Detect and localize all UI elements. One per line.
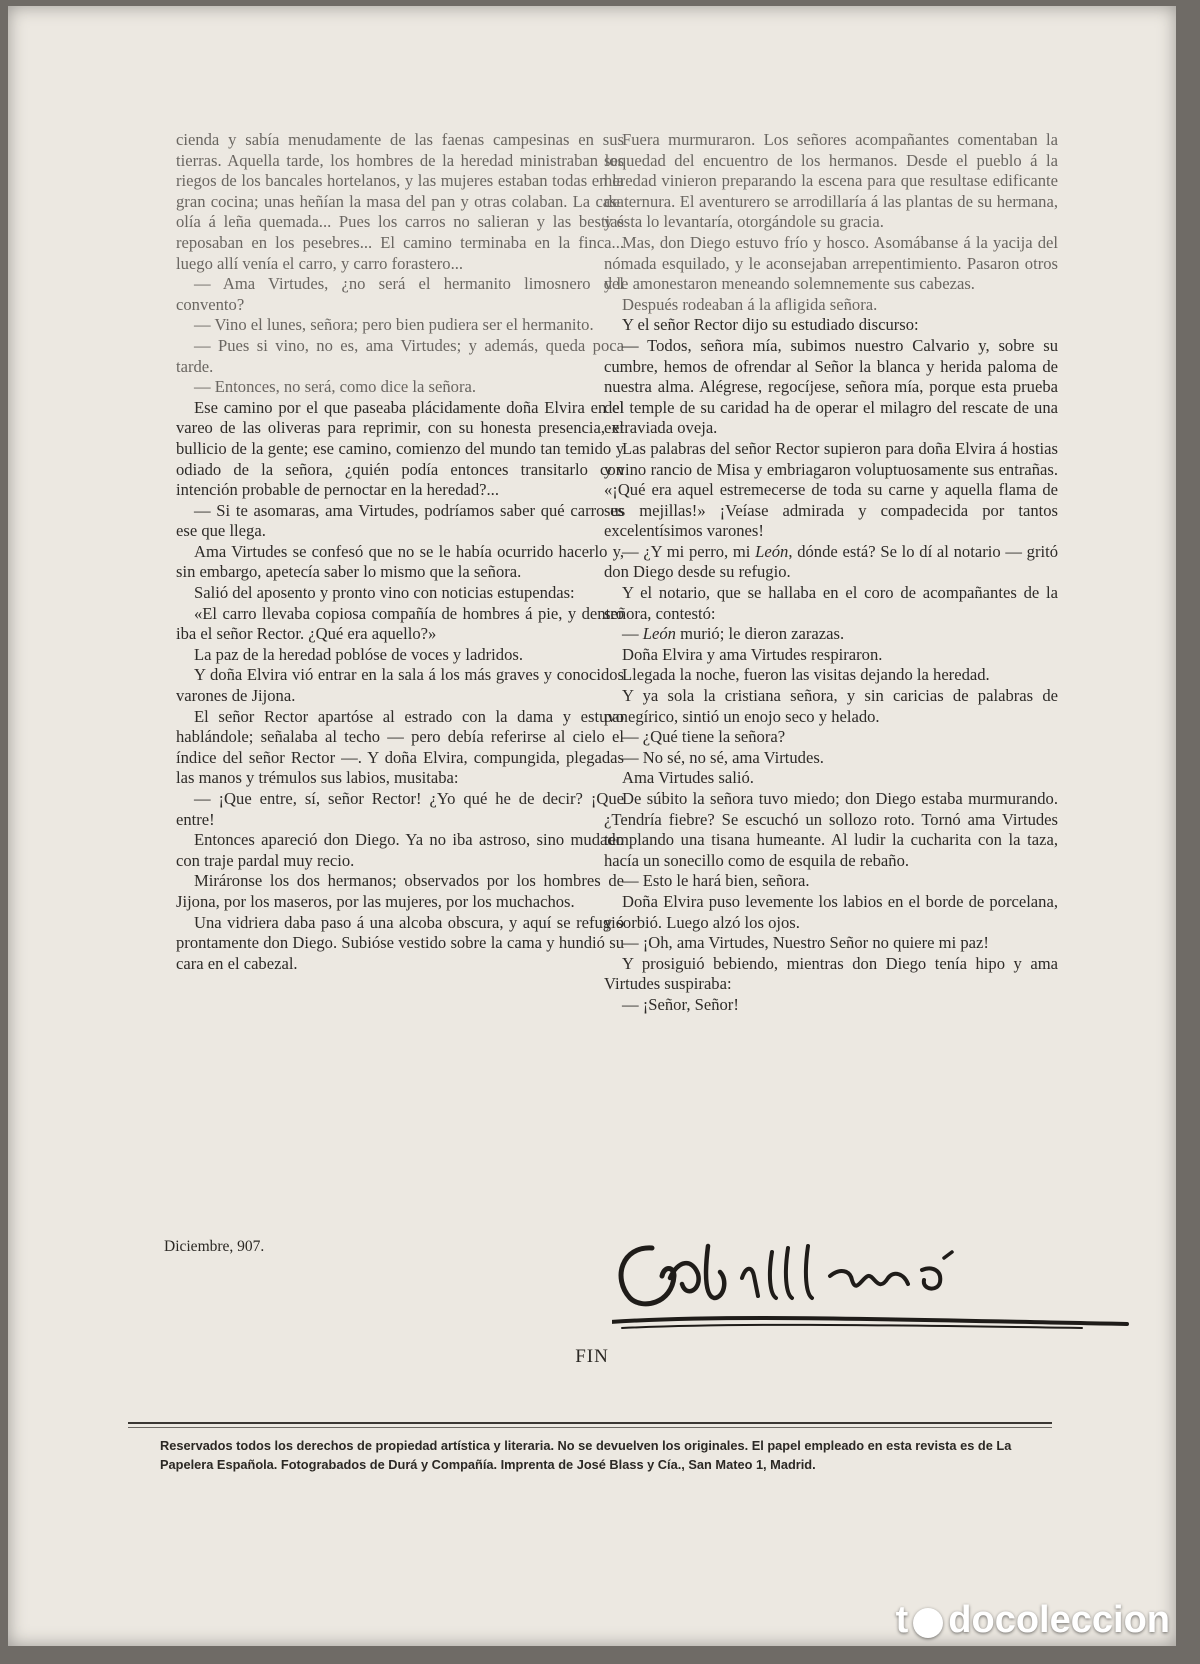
- paragraph: La paz de la heredad poblóse de voces y ladridos.: [194, 644, 523, 664]
- paragraph: Doña Elvira puso levemente los labios en el borde de porcelana, y sorbió. Luego alzó los ojos.: [604, 891, 1058, 932]
- paragraph: Entonces apareció don Diego. Ya no iba astroso, sino mudado con traje pardal muy recio.: [176, 830, 624, 870]
- paragraph: — Entonces, no será, como dice la señora.: [194, 377, 476, 397]
- paragraph: Una vidriera daba paso á una alcoba obscura, y aquí se refugió prontamente don Diego. Subióse vestido sobre la cama y hundió su cara en el cabezal.: [176, 912, 624, 973]
- left-text-column: [176, 130, 624, 974]
- paragraph: — ¡Oh, ama Virtudes, Nuestro Señor no quiere mi paz!: [622, 933, 989, 953]
- paragraph: — Vino el lunes, señora; pero bien pudiera ser el hermanito.: [194, 315, 594, 335]
- paragraph: «El carro llevaba copiosa compañía de hombres á pie, y dentro iba el señor Rector. ¿Qué era aquello?»: [176, 603, 624, 644]
- copyright-footer: Reservados todos los derechos de propiedad artística y literaria. No se devuelven los originales. El papel empleado en esta revista es de La Papelera Española. Fotograbados de Durá y Compañía. Imprenta de José Blass y Cía., San Mateo 1, Madrid.: [160, 1438, 1012, 1472]
- author-signature: [612, 1218, 1132, 1338]
- paragraph: El señor Rector apartóse al estrado con la dama y estuvo hablándole; señalaba al techo — pero debía referirse al cielo el índice del señor Rector —. Y doña Elvira, compungida, plegadas las manos y trémulos sus labios, musitaba:: [176, 706, 624, 788]
- paragraph: Salió del aposento y pronto vino con noticias estupendas:: [194, 583, 575, 603]
- todocoleccion-watermark: [896, 1599, 1170, 1642]
- paragraph: Ese camino por el que paseaba plácidamente doña Elvira en el vareo de las oliveras para reprimir, con su honesta presencia, el bullicio de la gente; ese camino, comienzo del mundo tan temido y odiado de la señora, ¿quién podía entonces transitarlo con intención probable de pernoctar en la heredad?...: [176, 397, 624, 500]
- paragraph: — Si te asomaras, ama Virtudes, podríamos saber qué carro es ese que llega.: [176, 500, 624, 541]
- paragraph: Después rodeaban á la afligida señora.: [622, 294, 878, 314]
- paragraph: — Esto le hará bien, señora.: [622, 871, 810, 891]
- paragraph: — Ama Virtudes, ¿no será el hermanito limosnero del convento?: [176, 274, 624, 314]
- footer-rule-thin: [128, 1427, 1052, 1428]
- paragraph: — Pues si vino, no es, ama Virtudes; y además, queda poca tarde.: [176, 335, 624, 376]
- paragraph: — ¿Qué tiene la señora?: [622, 727, 786, 747]
- paragraph: — León murió; le dieron zarazas.: [622, 624, 845, 644]
- watermark-text-end: docoleccion: [948, 1599, 1170, 1641]
- watermark-text-start: t: [895, 1599, 909, 1641]
- paragraph: — Todos, señora mía, subimos nuestro Calvario y, sobre su cumbre, hemos de ofrendar al Señor la blanca y herida paloma de nuestra alma. Alégrese, regocíjese, señora mía, porque esta prueba del temple de su caridad ha de operar el milagro del rescate de una extraviada oveja.: [604, 335, 1058, 438]
- paragraph: De súbito la señora tuvo miedo; don Diego estaba murmurando. ¿Tendría fiebre? Se escuchó un sollozo roto. Tornó ama Virtudes templando una tisana humeante. Al ludir la cucharita con la taza, hacía un sonecillo como de esquila de rebaño.: [604, 789, 1058, 870]
- paragraph: Ama Virtudes salió.: [622, 768, 754, 788]
- paragraph: Y prosiguió bebiendo, mientras don Diego tenía hipo y ama Virtudes suspiraba:: [604, 953, 1058, 994]
- paragraph: — ¡Señor, Señor!: [622, 994, 739, 1014]
- paragraph: Y doña Elvira vió entrar en la sala á los más graves y conocidos varones de Jijona.: [176, 665, 624, 706]
- paragraph: Fuera murmuraron. Los señores acompañantes comentaban la sequedad del encuentro de los hermanos. Desde el pueblo á la heredad vinieron preparando la escena para que resultase edificante de ternura. El aventurero se arrodillaría á las plantas de su hermana, y ésta lo levantaría, otorgándole su gracia.: [604, 130, 1058, 232]
- paragraph: Y ya sola la cristiana señora, y sin caricias de palabras de panegírico, sintió un enojo seco y helado.: [604, 686, 1058, 726]
- paragraph: — No sé, no sé, ama Virtudes.: [622, 747, 824, 767]
- fin-mark: FIN: [575, 1346, 609, 1367]
- right-text-column: [604, 130, 1058, 1016]
- paragraph: Llegada la noche, fueron las visitas dejando la heredad.: [622, 665, 990, 685]
- paragraph: Mas, don Diego estuvo frío y hosco. Asomábanse á la yacija del nómada esquilado, y le aconsejaban arrepentimiento. Pasaron otros y le amonestaron meneando solemnemente sus cabezas.: [604, 232, 1058, 294]
- paragraph: cienda y sabía menudamente de las faenas campesinas en sus tierras. Aquella tarde, los hombres de la heredad ministraban los riegos de los bancales hortelanos, y las mujeres estaban todas en la gran cocina; unas heñían la masa del pan y otras colaban. La casa olía á leña quemada... Pues los carros no salieran y las bestias reposaban en los pesebres... El camino terminaba en la finca... luego allí venía el carro, y carro forastero...: [176, 130, 624, 273]
- paragraph: — ¡Que entre, sí, señor Rector! ¿Yo qué he de decir? ¡Que entre!: [176, 789, 624, 829]
- paragraph: Y el señor Rector dijo su estudiado discurso:: [622, 315, 919, 335]
- paragraph: Ama Virtudes se confesó que no se le había ocurrido hacerlo y, sin embargo, apetecía saber lo mismo que la señora.: [176, 541, 624, 582]
- paragraph: Las palabras del señor Rector supieron para doña Elvira á hostias y vino rancio de Misa y embriagaron voluptuosamente sus entrañas. «¡Qué era aquel estremecerse de toda su carne y aquella flama de sus mejillas!» ¡Veíase admirada y compadecida por tantos excelentísimos varones!: [604, 438, 1058, 541]
- watermark-o-dot: [913, 1608, 943, 1638]
- paragraph: Doña Elvira y ama Virtudes respiraron.: [622, 644, 883, 664]
- dateline: Diciembre, 907.: [164, 1238, 265, 1255]
- footer-rule: [128, 1422, 1052, 1424]
- paragraph: Miráronse los dos hermanos; observados por los hombres de Jijona, por los maseros, por las mujeres, por los muchachos.: [176, 871, 624, 911]
- magazine-page: [8, 6, 1176, 1646]
- paragraph: — ¿Y mi perro, mi León, dónde está? Se lo dí al notario — gritó don Diego desde su refugio.: [604, 541, 1059, 582]
- paragraph: Y el notario, que se hallaba en el coro de acompañantes de la señora, contestó:: [604, 583, 1058, 623]
